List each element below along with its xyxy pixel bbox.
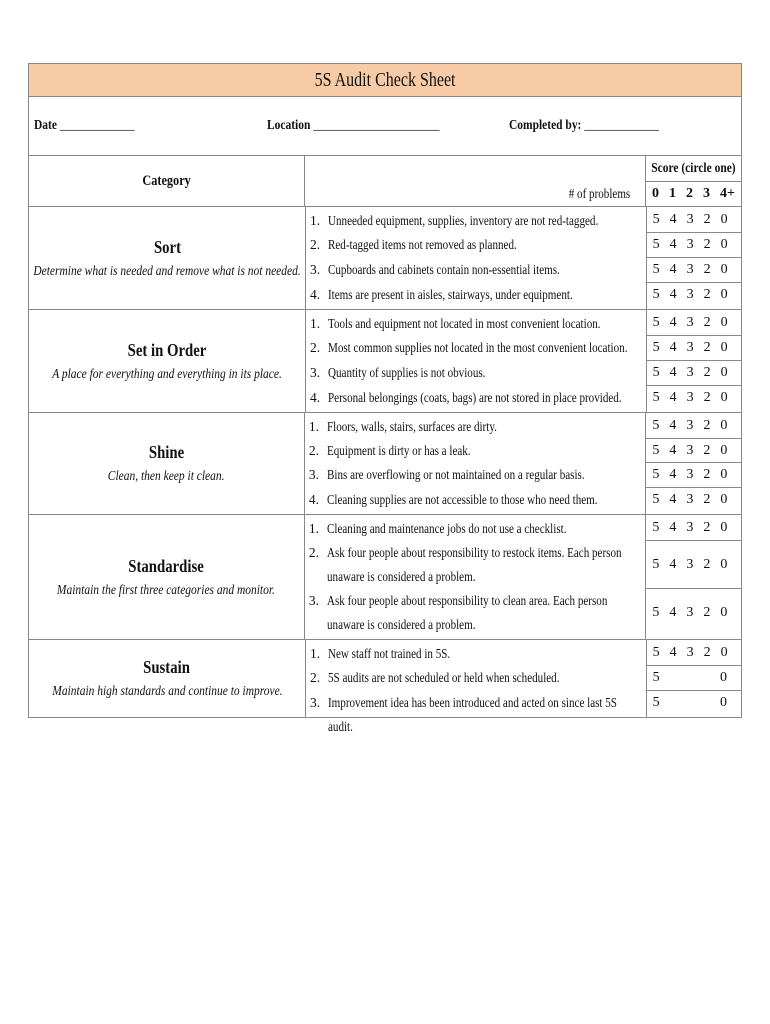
section-shine bbox=[28, 413, 742, 515]
score-option[interactable]: 2 bbox=[703, 340, 711, 355]
category-name: Sustain bbox=[143, 657, 191, 677]
list-item: 3. Quantity of supplies is not obvious. bbox=[310, 365, 486, 380]
score-option[interactable]: 4 bbox=[669, 287, 677, 302]
score-option[interactable]: 5 bbox=[652, 467, 660, 482]
score-list bbox=[647, 310, 741, 412]
score-option[interactable]: 4 bbox=[669, 237, 677, 252]
score-option[interactable]: 2 bbox=[703, 262, 711, 277]
score-options[interactable] bbox=[646, 413, 741, 439]
score-option[interactable]: 5 bbox=[652, 556, 660, 572]
score-option[interactable]: 4 bbox=[669, 605, 677, 620]
score-option[interactable]: 4 bbox=[669, 211, 677, 227]
score-option[interactable]: 3 bbox=[686, 237, 694, 252]
problem-list bbox=[306, 207, 647, 309]
score-option[interactable]: 2 bbox=[703, 417, 711, 433]
score-option[interactable]: 5 bbox=[652, 492, 660, 507]
score-options[interactable] bbox=[647, 207, 741, 233]
score-option[interactable]: 3 bbox=[686, 442, 694, 458]
list-item: 1. Unneeded equipment, supplies, inventory are not red-tagged. bbox=[310, 213, 599, 228]
sheet-header bbox=[28, 97, 742, 156]
problem-list bbox=[305, 515, 647, 639]
list-item: 2. Most common supplies not located in the most convenient location. bbox=[310, 340, 628, 355]
score-options[interactable] bbox=[647, 386, 741, 410]
score-options[interactable] bbox=[647, 336, 741, 361]
score-option[interactable]: 5 bbox=[652, 262, 660, 277]
score-option[interactable]: 5 bbox=[652, 670, 660, 685]
score-option[interactable]: 3 bbox=[686, 262, 694, 277]
list-item: 2. Ask four people about responsibility to restock items. Each person unaware is considered a problem. bbox=[308, 545, 622, 584]
score-option[interactable]: 0 bbox=[720, 492, 728, 507]
score-option[interactable]: 0 bbox=[720, 417, 728, 433]
score-options[interactable] bbox=[647, 233, 741, 258]
score-option[interactable]: 4 bbox=[669, 467, 677, 482]
section-sustain bbox=[28, 640, 742, 734]
score-option[interactable]: 4 bbox=[669, 365, 677, 380]
score-option[interactable]: 5 bbox=[652, 340, 660, 355]
score-option[interactable]: 2 bbox=[703, 211, 711, 227]
list-item: 4. Items are present in aisles, stairways, under equipment. bbox=[310, 287, 573, 302]
score-options[interactable] bbox=[646, 488, 741, 512]
list-item: 4. Cleaning supplies are not accessible to those who need them. bbox=[308, 492, 598, 507]
list-item: 3. Improvement idea has been introduced and acted on since last 5S audit. bbox=[310, 695, 617, 734]
list-item: 1. Floors, walls, stairs, surfaces are dirty. bbox=[308, 419, 497, 434]
score-option[interactable]: 5 bbox=[652, 417, 660, 433]
sheet-title: 5S Audit Check Sheet bbox=[28, 63, 742, 97]
score-option[interactable]: 3 bbox=[686, 211, 694, 227]
score-option[interactable]: 5 bbox=[652, 519, 660, 535]
score-option[interactable]: 2 bbox=[703, 644, 711, 660]
list-item: 2. Equipment is dirty or has a leak. bbox=[308, 443, 471, 458]
category-description: Determine what is needed and remove what is not needed. bbox=[33, 263, 301, 279]
score-option[interactable]: 5 bbox=[652, 365, 660, 380]
score-option[interactable]: 4 bbox=[669, 492, 677, 507]
score-option[interactable]: 5 bbox=[652, 211, 660, 227]
score-option[interactable]: 2 bbox=[703, 492, 711, 507]
score-option[interactable]: 4 bbox=[669, 519, 677, 535]
score-option[interactable]: 3 bbox=[686, 340, 694, 355]
completed-by-field[interactable]: Completed by: _____________ bbox=[509, 118, 659, 133]
category-cell bbox=[29, 413, 305, 514]
score-option[interactable]: 4 bbox=[669, 417, 677, 433]
category-name: Standardise bbox=[128, 555, 205, 576]
score-option[interactable]: 0 bbox=[720, 556, 728, 572]
category-name: Shine bbox=[148, 442, 185, 462]
category-name: Set in Order bbox=[127, 339, 207, 360]
table-header-row bbox=[28, 156, 742, 207]
score-option[interactable]: 4 bbox=[669, 314, 677, 330]
problem-list bbox=[305, 413, 647, 514]
audit-sheet bbox=[28, 63, 742, 734]
score-option[interactable]: 4 bbox=[669, 644, 677, 660]
score-options[interactable] bbox=[647, 640, 741, 666]
score-option[interactable]: 3 bbox=[686, 467, 694, 482]
score-option[interactable]: 4 bbox=[669, 556, 677, 572]
list-item: 1. Tools and equipment not located in most convenient location. bbox=[310, 316, 601, 331]
score-options[interactable] bbox=[646, 463, 741, 488]
category-header: Category bbox=[29, 156, 305, 206]
score-option[interactable]: 0 bbox=[720, 237, 728, 252]
score-option[interactable]: 5 bbox=[652, 390, 660, 405]
score-options[interactable] bbox=[647, 691, 741, 715]
score-options[interactable] bbox=[647, 258, 741, 283]
score-option[interactable]: 0 bbox=[720, 695, 727, 710]
score-options[interactable] bbox=[646, 589, 741, 637]
score-option[interactable]: 3 bbox=[686, 417, 694, 433]
location-field[interactable]: Location ______________________ bbox=[267, 118, 440, 133]
problem-list bbox=[306, 640, 647, 734]
section-set-in-order bbox=[28, 310, 742, 413]
score-option[interactable]: 0 bbox=[720, 519, 728, 535]
score-option[interactable]: 2 bbox=[703, 237, 711, 252]
category-cell bbox=[29, 310, 306, 412]
score-option[interactable]: 0 bbox=[720, 390, 728, 405]
score-options[interactable] bbox=[647, 666, 741, 691]
section-sort bbox=[28, 207, 742, 310]
score-option[interactable]: 2 bbox=[703, 442, 711, 458]
score-option[interactable]: 0 bbox=[720, 467, 728, 482]
category-description: Maintain high standards and continue to improve. bbox=[51, 684, 283, 699]
score-option[interactable]: 0 bbox=[720, 211, 728, 227]
score-option[interactable]: 3 bbox=[686, 556, 694, 572]
score-option[interactable]: 2 bbox=[703, 365, 711, 380]
score-option[interactable]: 0 bbox=[720, 314, 728, 330]
score-option[interactable]: 0 bbox=[720, 442, 728, 458]
section-standardise bbox=[28, 515, 742, 640]
score-option[interactable]: 0 bbox=[720, 670, 727, 685]
score-option[interactable]: 5 bbox=[652, 314, 660, 330]
score-option[interactable]: 0 bbox=[720, 365, 728, 380]
score-option[interactable]: 2 bbox=[703, 287, 711, 302]
score-columns: 0 1 2 3 4+ bbox=[652, 186, 735, 201]
score-option[interactable]: 5 bbox=[652, 287, 660, 302]
score-list bbox=[647, 640, 741, 717]
problem-list bbox=[306, 310, 647, 412]
score-option[interactable]: 5 bbox=[652, 644, 660, 660]
score-option[interactable]: 0 bbox=[720, 605, 728, 620]
score-option[interactable]: 4 bbox=[669, 390, 677, 405]
list-item: 2. Red-tagged items not removed as planned. bbox=[310, 237, 517, 252]
score-options[interactable] bbox=[647, 283, 741, 307]
score-option[interactable]: 3 bbox=[686, 287, 694, 302]
score-option[interactable]: 2 bbox=[703, 556, 711, 572]
list-item: 3. Bins are overflowing or not maintained on a regular basis. bbox=[308, 467, 585, 482]
score-header: Score (circle one) 0 1 2 3 4+ bbox=[646, 156, 741, 206]
score-list bbox=[647, 207, 741, 309]
score-option[interactable]: 2 bbox=[703, 314, 711, 330]
score-option[interactable]: 5 bbox=[652, 237, 660, 252]
category-description: A place for everything and everything in its place. bbox=[52, 366, 282, 382]
list-item: 3. Ask four people about responsibility to clean area. Each person unaware is considered a problem. bbox=[308, 593, 608, 632]
score-option[interactable]: 4 bbox=[669, 442, 677, 458]
score-list bbox=[646, 515, 741, 639]
score-option[interactable]: 2 bbox=[703, 605, 711, 620]
category-cell bbox=[29, 640, 306, 717]
score-option[interactable]: 0 bbox=[720, 262, 728, 277]
score-option[interactable]: 4 bbox=[669, 340, 677, 355]
score-options[interactable] bbox=[646, 541, 741, 589]
score-option[interactable]: 3 bbox=[686, 644, 694, 660]
score-option[interactable]: 3 bbox=[686, 605, 694, 620]
list-item: 4. Personal belongings (coats, bags) are not stored in place provided. bbox=[310, 390, 622, 405]
category-description: Clean, then keep it clean. bbox=[108, 469, 225, 484]
list-item: 1. Cleaning and maintenance jobs do not use a checklist. bbox=[308, 521, 567, 536]
score-option[interactable]: 0 bbox=[720, 644, 728, 660]
problems-header: # of problems bbox=[305, 156, 646, 206]
score-list bbox=[646, 413, 741, 514]
score-option[interactable]: 4 bbox=[669, 262, 677, 277]
score-options[interactable] bbox=[647, 361, 741, 386]
score-option[interactable]: 5 bbox=[652, 442, 660, 458]
score-options[interactable] bbox=[646, 515, 741, 541]
score-options[interactable] bbox=[647, 310, 741, 336]
list-item: 2. 5S audits are not scheduled or held when scheduled. bbox=[310, 670, 560, 685]
list-item: 1. New staff not trained in 5S. bbox=[310, 646, 451, 661]
score-options[interactable] bbox=[646, 439, 741, 463]
category-name: Sort bbox=[153, 236, 181, 257]
category-cell bbox=[29, 207, 306, 309]
score-option[interactable]: 0 bbox=[720, 340, 728, 355]
score-option[interactable]: 3 bbox=[686, 365, 694, 380]
score-option[interactable]: 3 bbox=[686, 314, 694, 330]
score-option[interactable]: 0 bbox=[720, 287, 728, 302]
list-item: 3. Cupboards and cabinets contain non-essential items. bbox=[310, 262, 560, 277]
category-description: Maintain the first three categories and monitor. bbox=[57, 582, 276, 598]
score-option[interactable]: 2 bbox=[703, 467, 711, 482]
category-cell bbox=[29, 515, 305, 639]
score-option[interactable]: 2 bbox=[703, 390, 711, 405]
score-option[interactable]: 3 bbox=[686, 519, 694, 535]
score-option[interactable]: 5 bbox=[652, 695, 660, 710]
score-option[interactable]: 2 bbox=[703, 519, 711, 535]
score-option[interactable]: 5 bbox=[652, 605, 660, 620]
date-field[interactable]: Date _____________ bbox=[34, 118, 135, 133]
score-option[interactable]: 3 bbox=[686, 492, 694, 507]
score-option[interactable]: 3 bbox=[686, 390, 694, 405]
